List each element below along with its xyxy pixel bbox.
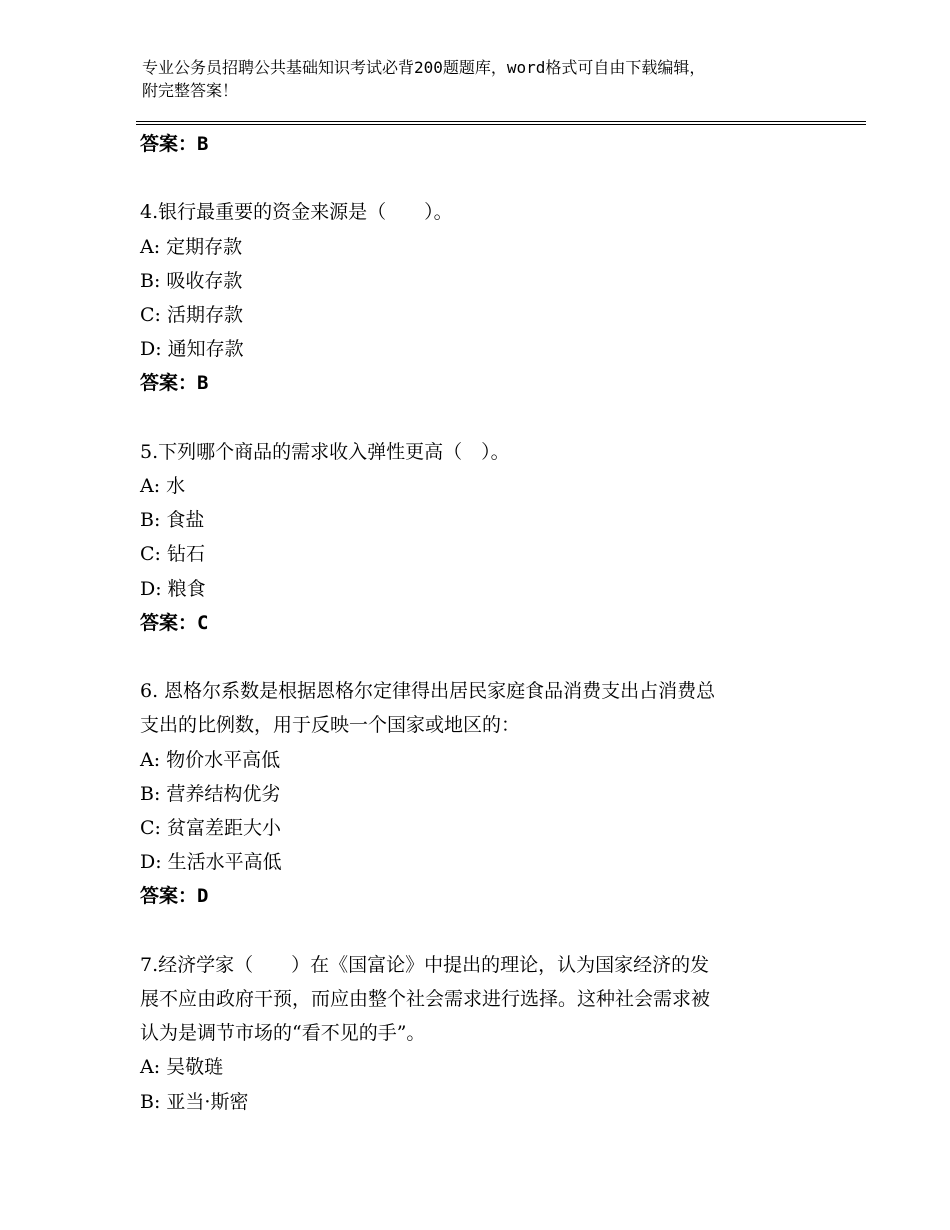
spacer — [140, 640, 820, 674]
option-d: D: 通知存款 — [140, 338, 244, 361]
page-header — [142, 56, 822, 102]
option-a: A: 吴敬琏 — [140, 1056, 224, 1079]
option-b: B: 吸收存款 — [140, 269, 243, 292]
option-b: B: 食盐 — [140, 509, 205, 532]
header-title-line-2: 附完整答案！ — [142, 81, 239, 100]
question-stem-line-3: 认为是调节市场的“看不见的手”。 — [140, 1022, 426, 1045]
header-divider — [136, 121, 866, 122]
question-stem-line-1: 7.经济学家（ ）在《国富论》中提出的理论，认为国家经济的发 — [140, 953, 710, 976]
question-list — [140, 127, 820, 1119]
option-c: C: 钻石 — [140, 543, 205, 566]
option-d: D: 生活水平高低 — [140, 851, 282, 874]
spacer — [140, 401, 820, 435]
answer-line: 答案：D — [140, 885, 209, 908]
option-d: D: 粮食 — [140, 577, 206, 600]
question-5 — [140, 435, 820, 640]
previous-answer: 答案：B — [140, 133, 209, 155]
question-stem-line-2: 展不应由政府干预，而应由整个社会需求进行选择。这种社会需求被 — [140, 988, 711, 1011]
header-divider-double — [136, 124, 866, 125]
question-7 — [140, 948, 820, 1119]
option-a: A: 定期存款 — [140, 235, 243, 258]
option-b: B: 营养结构优劣 — [140, 782, 281, 805]
question-stem: 4.银行最重要的资金来源是（ ）。 — [140, 201, 453, 224]
question-stem: 5.下列哪个商品的需求收入弹性更高（ ）。 — [140, 440, 510, 463]
spacer — [140, 914, 820, 948]
question-stem-line-2: 支出的比例数，用于反映一个国家或地区的： — [140, 714, 521, 737]
header-title-line-1: 专业公务员招聘公共基础知识考试必背200题题库，word格式可自由下载编辑， — [142, 58, 706, 77]
option-a: A: 物价水平高低 — [140, 748, 281, 771]
question-stem-line-1: 6. 恩格尔系数是根据恩格尔定律得出居民家庭食品消费支出占消费总 — [140, 680, 716, 703]
option-c: C: 贫富差距大小 — [140, 817, 281, 840]
option-a: A: 水 — [140, 475, 186, 497]
option-b: B: 亚当·斯密 — [140, 1090, 249, 1113]
question-4 — [140, 195, 820, 400]
spacer — [140, 161, 820, 195]
question-6 — [140, 674, 820, 913]
answer-line: 答案：B — [140, 372, 209, 395]
option-c: C: 活期存款 — [140, 304, 243, 326]
answer-line: 答案：C — [140, 611, 209, 634]
